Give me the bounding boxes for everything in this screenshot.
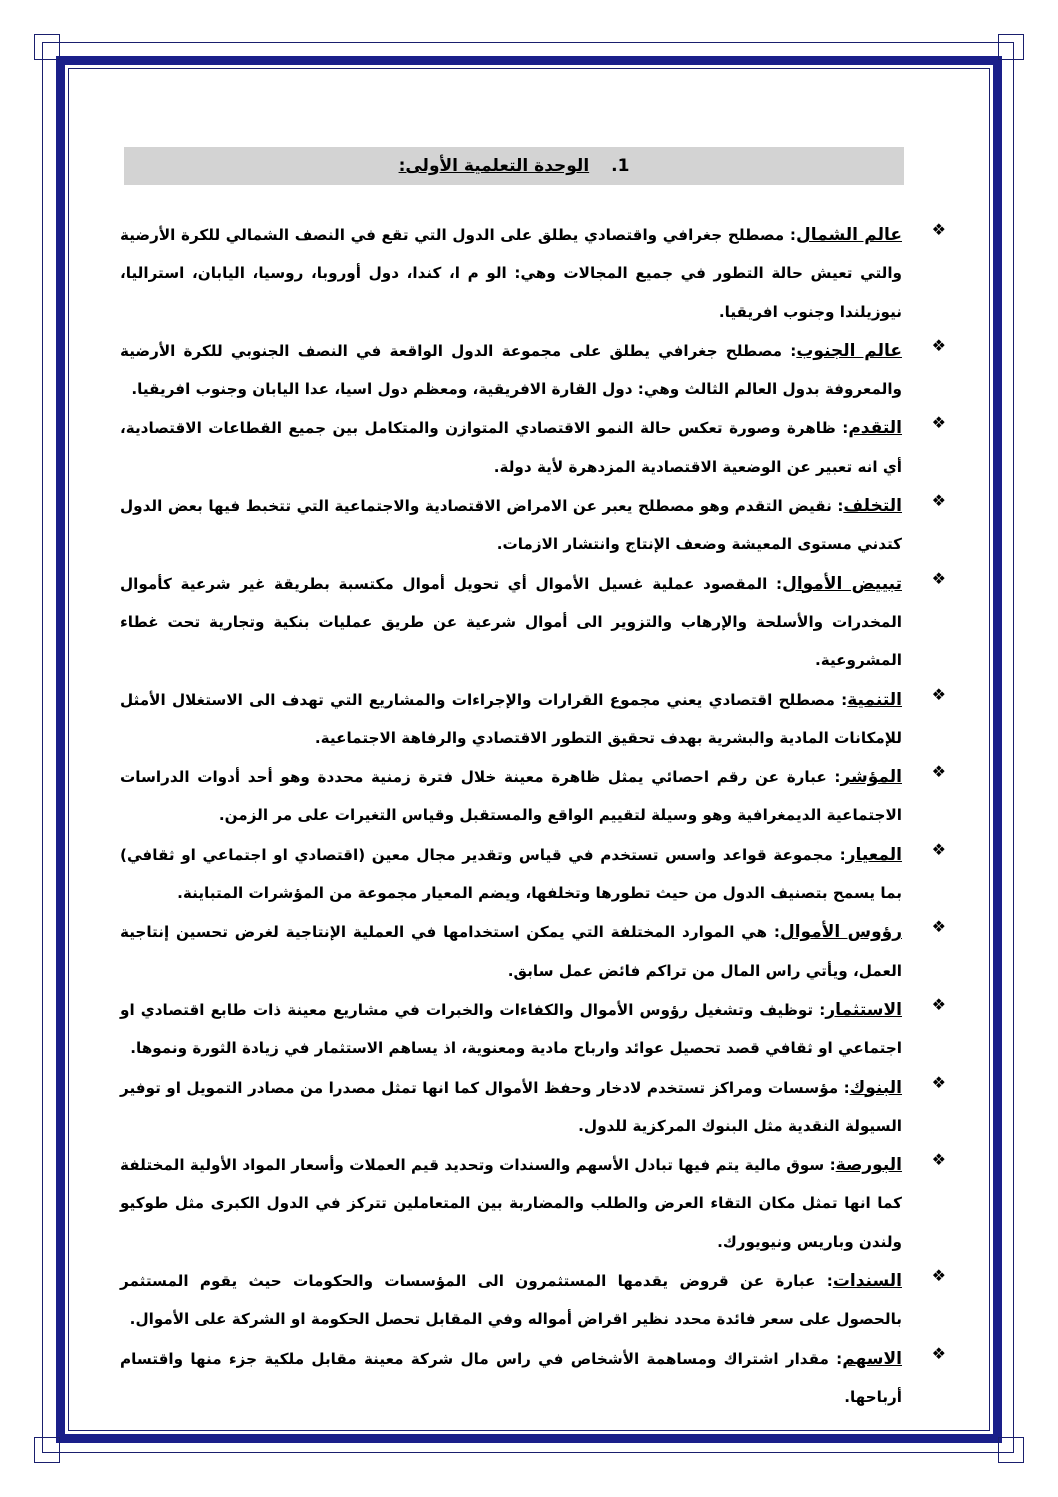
definition-item <box>120 681 960 758</box>
definition-text <box>120 1262 902 1339</box>
definition-term: البورصة <box>835 1155 902 1176</box>
definition-description: : مصطلح جغرافي واقتصادي يطلق على الدول التي تقع في النصف الشمالي للكرة الأرضية والتي تعيش حالة التطور في جميع المجالات وهي: الو م ا، كندا، دول أوروبا، روسيا، اليابان، استراليا، نيوزيلندا وجنوب افريقيا. <box>120 226 902 321</box>
unit-title: الوحدة التعلمية الأولى: <box>398 156 590 176</box>
definition-item <box>120 1069 960 1146</box>
definition-item <box>120 758 960 835</box>
definition-text <box>120 409 902 486</box>
definition-text <box>120 681 902 758</box>
definition-description: : نقيض التقدم وهو مصطلح يعبر عن الامراض الاقتصادية والاجتماعية التي تتخبط فيها بعض الدول كتدني مستوى المعيشة وضعف الإنتاج وانتشار الازمات. <box>120 497 902 554</box>
definition-text <box>120 836 902 913</box>
border-corner-top-left <box>34 34 60 60</box>
definition-term: الاستثمار <box>825 999 902 1020</box>
definition-description: : ظاهرة وصورة تعكس حالة النمو الاقتصادي المتوازن والمتكامل بين جميع القطاعات الاقتصادية، أي انه تعبير عن الوضعية الاقتصادية المزدهرة لأية دولة. <box>120 419 902 476</box>
bullet-diamond-icon: ❖ <box>931 762 946 782</box>
definition-term: عالم الجنوب <box>796 340 902 361</box>
bullet-diamond-icon: ❖ <box>931 684 946 704</box>
bullet-diamond-icon: ❖ <box>931 994 946 1014</box>
definition-term: عالم الشمال <box>795 225 902 245</box>
definition-item <box>120 409 960 486</box>
definition-description: : مصطلح اقتصادي يعني مجموع القرارات والإجراءات والمشاريع التي تهدف الى الاستغلال الأمثل للإمكانات المادية والبشرية بهدف تحقيق التطور الاقتصادي والرفاهة الاجتماعية. <box>120 690 902 747</box>
definition-description: : مؤسسات ومراكز تستخدم لادخار وحفظ الأموال كما انها تمثل مصدرا من مصادر التمويل او توفير السيولة النقدية مثل البنوك المركزية للدول. <box>120 1078 902 1135</box>
definition-term: البنوك <box>849 1077 902 1098</box>
definition-description: : المقصود عملية غسيل الأموال أي تحويل أموال مكتسبة بطريقة غير شرعية كأموال المخدرات والأسلحة والإرهاب والتزوير الى أموال شرعية عن طريق عمليات بنكية وتجارية تحت غطاء المشروعية. <box>120 574 902 670</box>
definition-term: الاسهم <box>842 1348 902 1369</box>
definition-item <box>120 1340 960 1417</box>
definition-text <box>120 1340 902 1417</box>
definition-item <box>120 836 960 913</box>
definition-text <box>120 565 902 680</box>
definition-term: التقدم <box>848 418 902 439</box>
definition-description: : مصطلح جغرافي يطلق على مجموعة الدول الواقعة في النصف الجنوبي للكرة الأرضية والمعروفة بدول العالم الثالث وهي: دول القارة الافريقية، ومعظم دول اسيا، عدا اليابان وجنوب افريقيا. <box>120 341 902 399</box>
bullet-diamond-icon: ❖ <box>931 568 946 588</box>
definition-description: : هي الموارد المختلفة التي يمكن استخدامها في العملية الإنتاجية لغرض تحسين إنتاجية العمل، ويأتي راس المال من تراكم فائض عمل سابق. <box>120 923 902 980</box>
bullet-diamond-icon: ❖ <box>931 220 946 239</box>
definition-text <box>120 1146 902 1261</box>
definition-term: المعيار <box>845 844 902 865</box>
definition-description: : توظيف وتشغيل رؤوس الأموال والكفاءات والخبرات في مشاريع معينة ذات طابع اقتصادي او اجتماعي او ثقافي قصد تحصيل عوائد وارباح مادية ومعنوية، اذ يساهم الاستثمار في زيادة الثورة ونموها. <box>120 1000 902 1058</box>
definition-item <box>120 565 960 680</box>
unit-header <box>124 147 904 185</box>
definition-term: المؤشر <box>840 767 902 788</box>
bullet-diamond-icon: ❖ <box>931 1150 946 1170</box>
definition-item <box>120 487 960 564</box>
definition-item <box>120 1262 960 1339</box>
definition-text <box>120 1069 902 1146</box>
bullet-diamond-icon: ❖ <box>931 491 946 511</box>
definition-description: : سوق مالية يتم فيها تبادل الأسهم والسندات وتحديد قيم العملات وأسعار المواد الأولية المختلفة كما انها تمثل مكان التقاء العرض والطلب والمضاربة بين المتعاملين تتركز في الدول الكبرى مثل طوكيو ولندن وباريس ونيويورك. <box>120 1156 902 1251</box>
unit-number: 1. <box>611 156 630 176</box>
definition-term: تبييض الأموال <box>782 573 902 594</box>
definition-term: السندات <box>832 1271 902 1292</box>
definitions-list <box>120 216 960 1417</box>
bullet-diamond-icon: ❖ <box>931 1343 946 1363</box>
definition-item <box>120 991 960 1068</box>
definition-description: : مقدار اشتراك ومساهمة الأشخاص في راس مال شركة معينة مقابل ملكية جزء منها واقتسام أرباحها. <box>120 1349 902 1406</box>
definition-text <box>120 913 902 990</box>
definition-description: : عبارة عن قروض يقدمها المستثمرون الى المؤسسات والحكومات حيث يقوم المستثمر بالحصول على سعر فائدة محدد نظير اقراض أمواله وفي المقابل تحصل الحكومة او الشركة على الأموال. <box>120 1272 902 1329</box>
bullet-diamond-icon: ❖ <box>931 1266 946 1286</box>
bullet-diamond-icon: ❖ <box>931 917 946 937</box>
bullet-diamond-icon: ❖ <box>931 335 946 355</box>
definition-item <box>120 913 960 990</box>
bullet-diamond-icon: ❖ <box>931 413 946 433</box>
definition-item <box>120 332 960 409</box>
definition-text <box>120 991 902 1068</box>
definition-term: رؤوس الأموال <box>779 922 902 943</box>
definition-text <box>120 487 902 564</box>
definition-text <box>120 216 902 331</box>
definition-item <box>120 1146 960 1261</box>
definition-item <box>120 216 960 331</box>
definition-text <box>120 758 902 835</box>
definition-term: التخلف <box>843 496 902 517</box>
bullet-diamond-icon: ❖ <box>931 1072 946 1092</box>
border-corner-bottom-right <box>998 1437 1024 1463</box>
definition-text <box>120 332 902 409</box>
definition-term: التنمية <box>847 689 902 710</box>
border-corner-bottom-left <box>34 1437 60 1463</box>
border-corner-top-right <box>998 34 1024 60</box>
definition-description: : عبارة عن رقم احصائي يمثل ظاهرة معينة خلال فترة زمنية محددة وهو أحد أدوات الدراسات الاجتماعية الديمغرافية وهو وسيلة لتقييم الواقع والمستقبل وقياس التغيرات على مر الزمن. <box>120 768 902 825</box>
definition-description: : مجموعة قواعد واسس تستخدم في قياس وتقدير مجال معين (اقتصادي او اجتماعي او ثقافي) بما يسمح بتصنيف الدول من حيث تطورها وتخلفها، ويضم المعيار مجموعة من المؤشرات المتباينة. <box>120 845 902 903</box>
bullet-diamond-icon: ❖ <box>931 839 946 859</box>
